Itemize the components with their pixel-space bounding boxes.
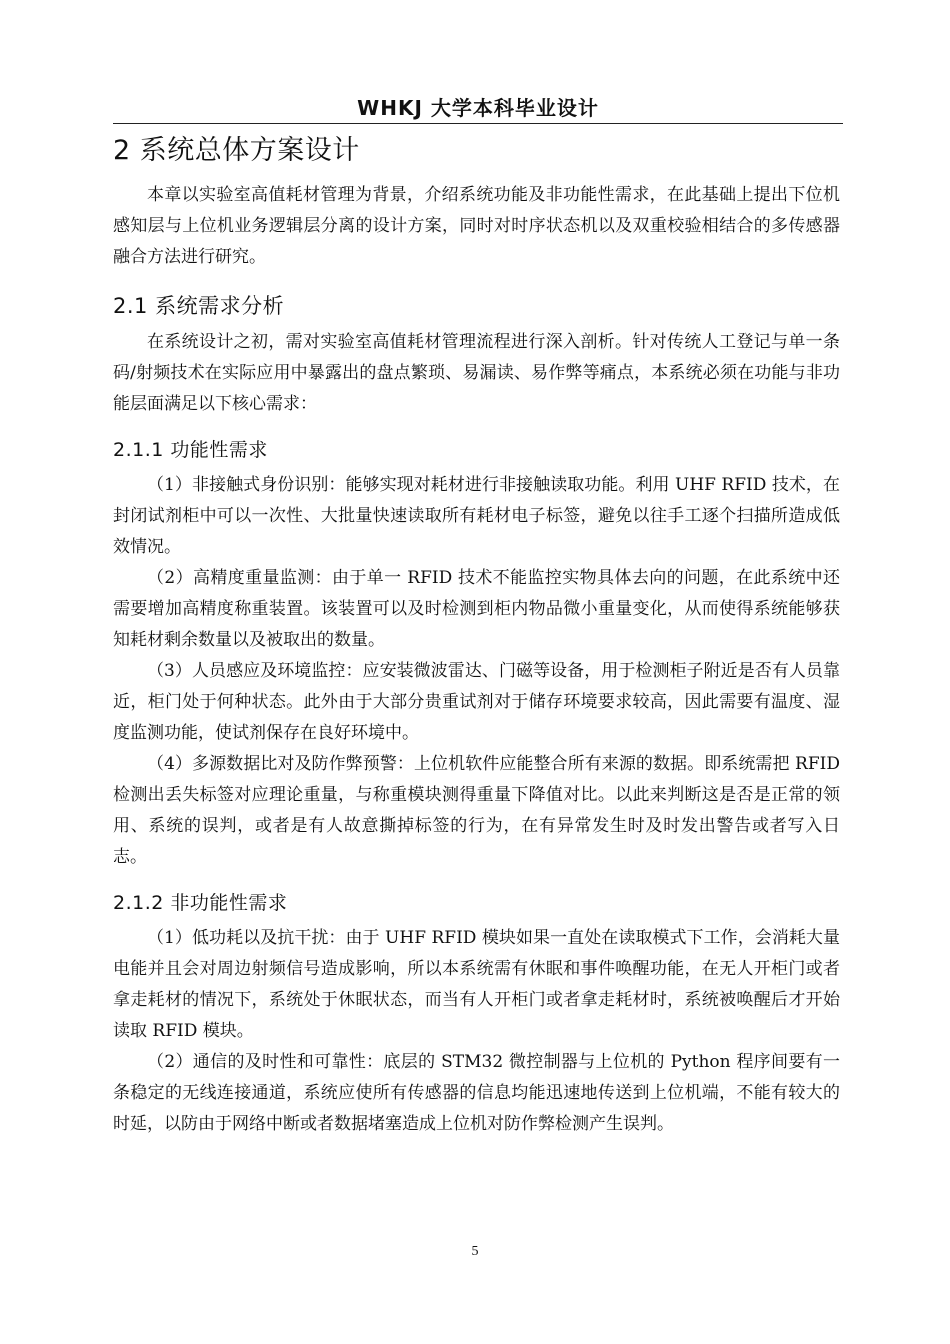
header-divider (113, 123, 843, 124)
functional-requirement-3: （3）人员感应及环境监控：应安装微波雷达、门磁等设备，用于检测柜子附近是否有人员靠近，柜门处于何种状态。此外由于大部分贵重试剂对于储存环境要求较高，因此需要有温度、湿度监测功能，使试剂保存在良好环境中。 (113, 661, 840, 743)
section-2-1-title: 2.1 系统需求分析 (113, 294, 285, 318)
section-2-1-paragraph: 在系统设计之初，需对实验室高值耗材管理流程进行深入剖析。针对传统人工登记与单一条码/射频技术在实际应用中暴露出的盘点繁琐、易漏读、易作弊等痛点，本系统必须在功能与非功能层面满足以下核心需求： (113, 332, 840, 414)
chapter-intro-paragraph: 本章以实验室高值耗材管理为背景，介绍系统功能及非功能性需求，在此基础上提出下位机感知层与上位机业务逻辑层分离的设计方案，同时对时序状态机以及双重校验相结合的多传感器融合方法进行研究。 (113, 185, 840, 267)
page-header: WHKJ 大学本科毕业设计 (357, 96, 599, 120)
non-functional-requirement-2: （2）通信的及时性和可靠性：底层的 STM32 微控制器与上位机的 Python 程序间要有一条稳定的无线连接通道，系统应使所有传感器的信息均能迅速地传送到上位机端，不能有较大的时延，以防由于网络中断或者数据堵塞造成上位机对防作弊检测产生误判。 (113, 1052, 840, 1134)
section-2-1-2-title: 2.1.2 非功能性需求 (113, 892, 288, 914)
section-2-1-1-title: 2.1.1 功能性需求 (113, 439, 268, 461)
page-number: 5 (471, 1244, 479, 1259)
functional-requirement-4: （4）多源数据比对及防作弊预警：上位机软件应能整合所有来源的数据。即系统需把 RFID 检测出丢失标签对应理论重量，与称重模块测得重量下降值对比。以此来判断这是否是正常的领用、系统的误判，或者是有人故意撕掉标签的行为，在有异常发生时及时发出警告或者写入日志。 (113, 754, 840, 867)
non-functional-requirement-1: （1）低功耗以及抗干扰：由于 UHF RFID 模块如果一直处在读取模式下工作，会消耗大量电能并且会对周边射频信号造成影响，所以本系统需有休眠和事件唤醒功能，在无人开柜门或者拿走耗材的情况下，系统处于休眠状态，而当有人开柜门或者拿走耗材时，系统被唤醒后才开始读取 RFID 模块。 (113, 928, 840, 1041)
functional-requirement-1: （1）非接触式身份识别：能够实现对耗材进行非接触读取功能。利用 UHF RFID 技术，在封闭试剂柜中可以一次性、大批量快速读取所有耗材电子标签，避免以往手工逐个扫描所造成低效情况。 (113, 475, 840, 557)
functional-requirement-2: （2）高精度重量监测：由于单一 RFID 技术不能监控实物具体去向的问题，在此系统中还需要增加高精度称重装置。该装置可以及时检测到柜内物品微小重量变化，从而使得系统能够获知耗材剩余数量以及被取出的数量。 (113, 568, 840, 650)
document-content (113, 130, 840, 1140)
chapter-title: 2 系统总体方案设计 (113, 135, 360, 166)
